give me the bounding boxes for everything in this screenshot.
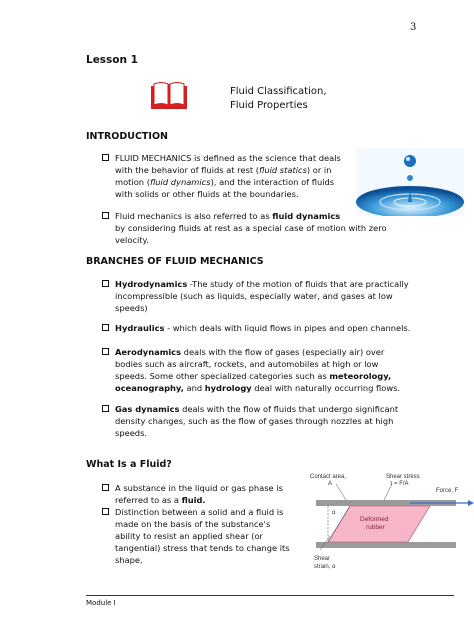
checkbox-bullet-icon: [102, 405, 109, 412]
checkbox-bullet-icon: [102, 154, 109, 161]
strain-label: strain, α: [314, 564, 336, 570]
bottom-plate: [316, 542, 456, 548]
shear-stress-label: Shear stress: [386, 474, 420, 480]
footer-divider: [86, 595, 454, 596]
checkbox-bullet-icon: [102, 324, 109, 331]
deformed-label: Deformed: [360, 516, 389, 523]
page-number: 3: [410, 22, 417, 33]
contact-area-symbol: A: [328, 481, 333, 487]
shear-stress-formula: τ = F/A: [390, 481, 409, 487]
checkbox-bullet-icon: [102, 484, 109, 491]
checkbox-bullet-icon: [102, 508, 109, 515]
checkbox-bullet-icon: [102, 280, 109, 287]
shear-stress-diagram: [306, 470, 474, 578]
rubber-label: rubber: [366, 524, 385, 531]
lesson-title: Fluid Classification, Fluid Properties: [230, 86, 327, 111]
contact-area-label: Contact area,: [310, 474, 347, 480]
section-heading-what-is-fluid: What Is a Fluid?: [86, 459, 172, 470]
alpha-label: α: [332, 510, 336, 516]
water-drop-image: [356, 148, 464, 216]
section-heading-introduction: INTRODUCTION: [86, 131, 168, 142]
checkbox-bullet-icon: [102, 212, 109, 219]
section-heading-branches: BRANCHES OF FLUID MECHANICS: [86, 256, 264, 267]
shear-label: Shear: [314, 556, 331, 562]
footer-module: Module I: [86, 599, 116, 607]
lesson-label: Lesson 1: [86, 54, 138, 66]
checkbox-bullet-icon: [102, 348, 109, 355]
force-label: Force, F: [436, 488, 459, 494]
book-icon: [150, 80, 188, 110]
